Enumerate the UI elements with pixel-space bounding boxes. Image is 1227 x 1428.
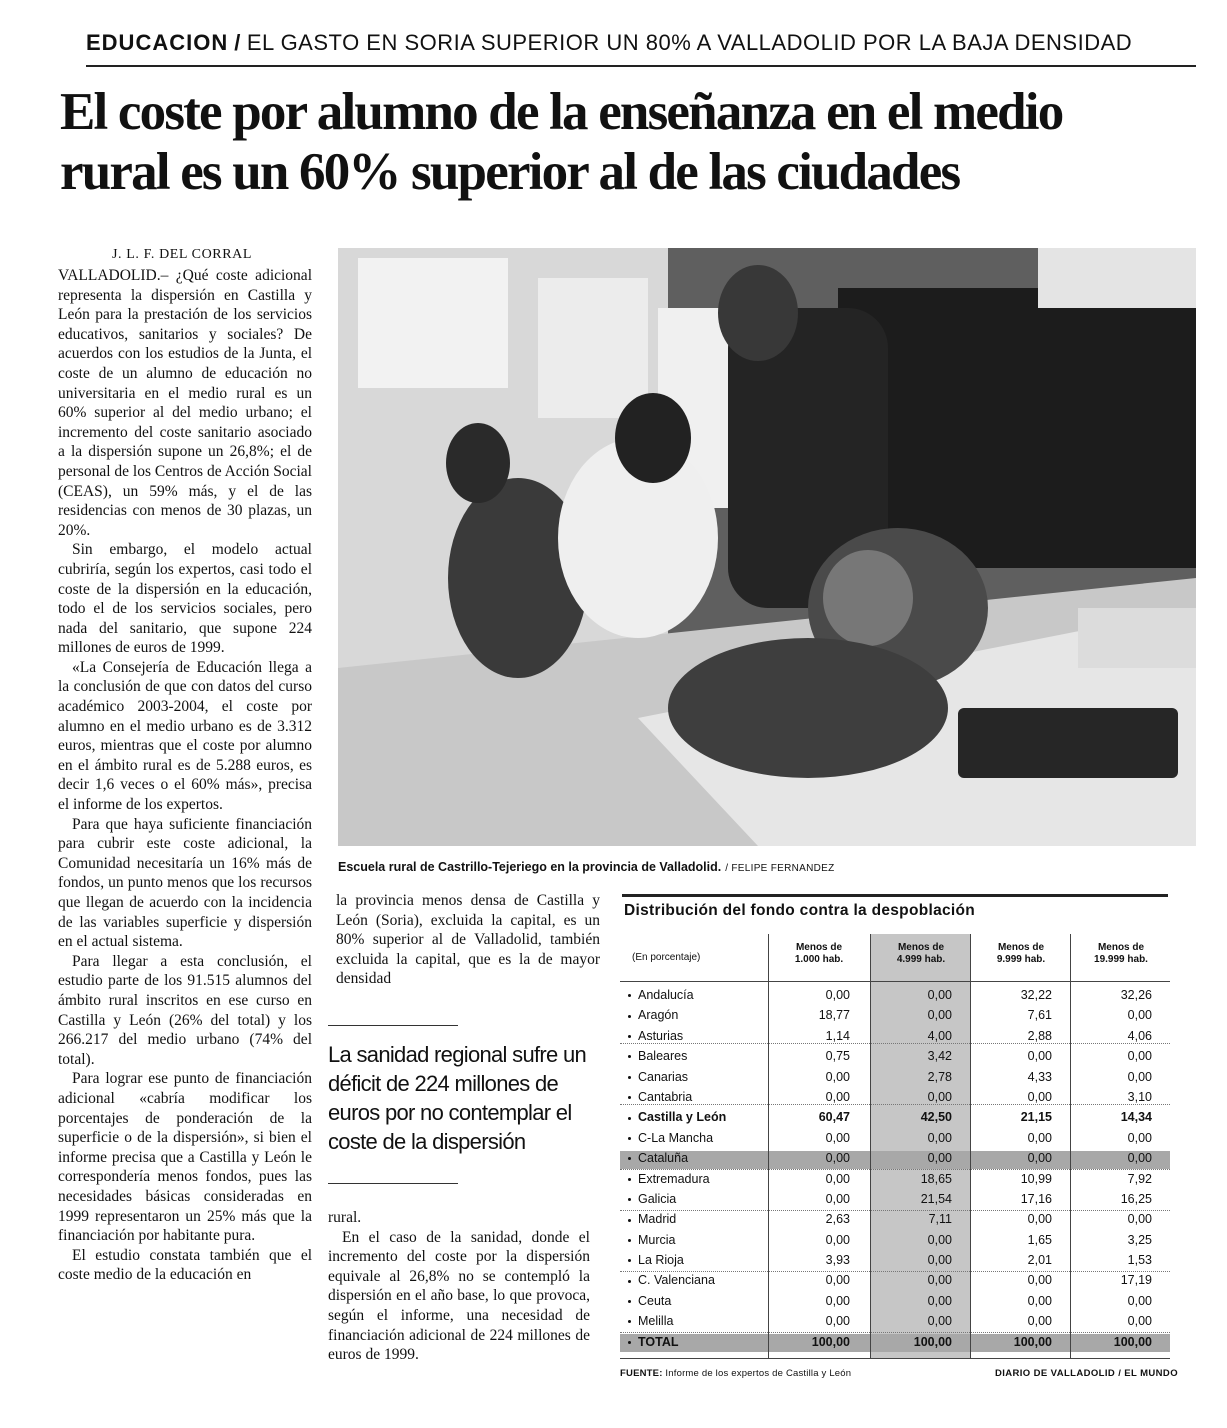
bullet-icon (628, 1219, 631, 1222)
table-cell: 0,00 (825, 988, 850, 1002)
bullet-icon (628, 1300, 631, 1303)
bullet-icon (628, 1015, 631, 1018)
table-cell: 21,15 (1020, 1110, 1052, 1125)
pullquote-rule-top (328, 1025, 458, 1026)
table-cell: 7,11 (928, 1212, 952, 1227)
kicker-slash: / (234, 30, 241, 55)
table-row (620, 1271, 1170, 1291)
table-cell: 0,00 (927, 1253, 952, 1268)
row-label: Canarias (628, 1070, 688, 1084)
source-label: FUENTE: (620, 1368, 663, 1379)
table-cell: 0,00 (1127, 1008, 1152, 1023)
article-column-2-top (336, 891, 600, 989)
table-cell: 0,00 (825, 1191, 850, 1206)
row-label: Melilla (628, 1314, 673, 1328)
table-row (620, 1231, 1170, 1251)
table-cell: 0,00 (927, 1314, 952, 1329)
paragraph: El estudio constata también que el coste medio de la educación en (58, 1246, 312, 1284)
table-row (620, 1088, 1170, 1108)
table-row (620, 1251, 1170, 1271)
row-label: Ceuta (628, 1294, 671, 1308)
source-text: Informe de los expertos de Castilla y León (665, 1368, 852, 1379)
table-row (620, 1149, 1170, 1169)
row-label: C. Valenciana (628, 1273, 715, 1287)
bullet-icon (628, 1341, 631, 1344)
table-cell: 3,93 (825, 1253, 850, 1268)
table-row (620, 1333, 1170, 1353)
row-label: Asturias (628, 1029, 683, 1043)
table-cell: 0,00 (1027, 1130, 1052, 1145)
table-cell: 18,65 (920, 1171, 952, 1186)
table-cell: 7,92 (1127, 1171, 1152, 1186)
table-cell: 1,65 (1027, 1232, 1052, 1247)
table-cell: 0,00 (825, 1232, 850, 1247)
paragraph: rural. (328, 1209, 362, 1226)
bullet-icon (628, 1320, 631, 1323)
bullet-icon (628, 1117, 631, 1120)
table-cell: 4,00 (927, 1028, 952, 1043)
table-cell: 0,00 (927, 1008, 952, 1023)
divider (620, 981, 1170, 982)
table-cell: 0,00 (927, 1293, 952, 1308)
headline (60, 82, 1210, 202)
section-label: EDUCACION (86, 30, 229, 55)
table-cell: 17,19 (1120, 1273, 1152, 1288)
table-cell: 0,00 (1127, 1151, 1152, 1166)
table-cell: 0,00 (825, 1089, 850, 1104)
column-header: Menos de 9.999 hab. (996, 942, 1046, 965)
caption-text: Escuela rural de Castrillo-Tejeriego en la provincia de Valladolid. (338, 860, 722, 874)
table-cell: 2,78 (927, 1069, 952, 1084)
table-cell: 0,00 (1027, 1273, 1052, 1288)
row-label: Andalucía (628, 988, 694, 1002)
table-cell: 7,61 (1027, 1008, 1052, 1023)
table-cell: 2,01 (1027, 1253, 1052, 1268)
table-cell: 1,14 (825, 1028, 850, 1043)
table-cell: 0,00 (825, 1151, 850, 1166)
table-row (620, 1312, 1170, 1332)
table-cell: 0,00 (1127, 1314, 1152, 1329)
bullet-icon (628, 1259, 631, 1262)
table-body (620, 986, 1170, 1353)
table-row (620, 1170, 1170, 1190)
column-header: Menos de 1.000 hab. (794, 942, 844, 965)
table-row (620, 1108, 1170, 1128)
row-label: La Rioja (628, 1253, 684, 1267)
byline: J. L. F. DEL CORRAL (112, 247, 253, 262)
table-cell: 21,54 (920, 1191, 952, 1206)
table-cell: 0,00 (927, 1151, 952, 1166)
table-row (620, 1068, 1170, 1088)
photo-credit: / FELIPE FERNANDEZ (725, 863, 835, 874)
table-row (620, 1047, 1170, 1067)
paragraph: Para que haya suficiente financiación para cubrir este coste adicional, la Comunidad necesitaría un 16% más de fondos, un punto menos que los recursos que llegan de acuerdo con la incidencia de las variables superficie y dispersión en el actual sistema. (58, 815, 312, 951)
table-cell: 0,00 (825, 1171, 850, 1186)
classroom-photo-illustration (338, 248, 1196, 846)
table-cell: 3,25 (1127, 1232, 1152, 1247)
unit-label: (En porcentaje) (632, 952, 701, 963)
table-cell: 100,00 (811, 1334, 850, 1349)
table-row (620, 1190, 1170, 1210)
paragraph: «La Consejería de Educación llega a la conclusión de que con datos del curso académico 2003-2004, el coste por alumno en el medio urbano es de 3.312 euros, mientras que el coste por alumno en el ámbito rural es de 5.288 euros, es decir 1,6 veces o el 60% más», precisa el informe de los expertos. (58, 658, 312, 814)
row-label: Castilla y León (628, 1110, 726, 1124)
table-cell: 32,26 (1120, 988, 1152, 1002)
table-cell: 42,50 (920, 1110, 952, 1125)
table-row (620, 986, 1170, 1006)
table-cell: 0,00 (1027, 1089, 1052, 1104)
table-title: Distribución del fondo contra la despoblación (624, 902, 976, 919)
table-cell: 0,00 (1027, 1212, 1052, 1227)
table-row (620, 1027, 1170, 1047)
paragraph: la provincia menos densa de Castilla y León (Soria), excluida la capital, es un 80% superior al de Valladolid, también excluida la capital, que es la de mayor densidad (336, 892, 600, 988)
column-header: Menos de 19.999 hab. (1094, 942, 1148, 965)
table-cell: 4,33 (1027, 1069, 1052, 1084)
article-column-2-bottom (328, 1208, 590, 1365)
table-cell: 0,00 (1127, 1049, 1152, 1064)
table-cell: 0,00 (927, 1130, 952, 1145)
top-rule (86, 65, 1196, 67)
table-cell: 0,00 (1127, 1212, 1152, 1227)
kicker-text: EL GASTO EN SORIA SUPERIOR UN 80% A VALLADOLID POR LA BAJA DENSIDAD (246, 30, 1133, 55)
table-row (620, 1210, 1170, 1230)
table-cell: 0,00 (927, 1089, 952, 1104)
table-row (620, 1292, 1170, 1312)
table-cell: 2,63 (825, 1212, 850, 1227)
table-cell: 0,00 (1127, 1069, 1152, 1084)
paragraph: Sin embargo, el modelo actual cubriría, según los expertos, casi todo el coste de la dispersión en la educación, todo el de los servicios sociales, pero nada del sanitario, que supone 224 millones de euros de 1999. (58, 541, 312, 657)
kicker (86, 30, 1196, 56)
table-cell: 0,00 (825, 1314, 850, 1329)
headline-line-1: El coste por alumno de la enseñanza en el medio (60, 83, 1063, 141)
photo-caption (338, 860, 1196, 874)
paragraph: VALLADOLID.– ¿Qué coste adicional representa la dispersión en Castilla y León para la prestación de los servicios educativos, sanitarios y sociales? De acuerdos con los estudios de la Junta, el coste de un alumno de educación no universitaria en el medio rural es un 60% superior al del medio urbano; el incremento del coste sanitario asociado a la dispersión supone un 26,8%; el de personal de los Centros de Acción Social (CEAS), un 59% más, y el de las residencias con menos de 30 plazas, un 20%. (58, 267, 312, 539)
table-cell: 2,88 (1027, 1028, 1052, 1043)
pullquote: La sanidad regional sufre un déficit de 224 millones de euros por no contemplar el coste de la dispersión (328, 1042, 587, 1154)
table-cell: 17,16 (1020, 1191, 1052, 1206)
row-label: Baleares (628, 1049, 687, 1063)
bullet-icon (628, 1157, 631, 1160)
table-cell: 0,00 (1027, 1049, 1052, 1064)
table-cell: 60,47 (818, 1110, 850, 1125)
table-source (620, 1368, 880, 1379)
table-row (620, 1006, 1170, 1026)
bullet-icon (628, 1239, 631, 1242)
table-cell: 0,00 (825, 1069, 850, 1084)
table-cell: 100,00 (913, 1334, 952, 1349)
bullet-icon (628, 994, 631, 997)
bullet-icon (628, 1055, 631, 1058)
row-label: Galicia (628, 1192, 676, 1206)
row-label: Extremadura (628, 1172, 710, 1186)
bullet-icon (628, 1280, 631, 1283)
row-label: C-La Mancha (628, 1131, 713, 1145)
table-cell: 18,77 (818, 1008, 850, 1023)
row-label: Cantabria (628, 1090, 692, 1104)
row-label: Murcia (628, 1233, 676, 1247)
table-cell: 1,53 (1127, 1253, 1152, 1268)
table-cell: 100,00 (1013, 1334, 1052, 1349)
column-header: Menos de 4.999 hab. (896, 942, 946, 965)
table-cell: 3,42 (927, 1049, 952, 1064)
table-cell: 0,00 (1027, 1314, 1052, 1329)
bullet-icon (628, 1137, 631, 1140)
table-cell: 4,06 (1127, 1028, 1152, 1043)
table-cell: 14,34 (1120, 1110, 1152, 1125)
row-label: TOTAL (628, 1335, 679, 1349)
paragraph: En el caso de la sanidad, donde el incremento del coste por la dispersión equivale al 26,8% no se contempló la dispersión en el año base, lo que provoca, según el informe, una necesidad de financiación adicional de 224 millones de euros de 1999. (328, 1228, 590, 1364)
table-cell: 16,25 (1120, 1191, 1152, 1206)
table-cell: 0,00 (1027, 1293, 1052, 1308)
bullet-icon (628, 1178, 631, 1181)
row-label: Madrid (628, 1212, 676, 1226)
headline-line-2: rural es un 60% superior al de las ciudades (60, 143, 960, 201)
classroom-photo (338, 248, 1196, 846)
table-cell: 0,00 (1027, 1151, 1052, 1166)
table-cell: 0,00 (927, 988, 952, 1002)
table-cell: 0,00 (1127, 1293, 1152, 1308)
paragraph: Para lograr ese punto de financiación adicional «cabría modificar los porcentajes de ponderación de la superficie o de la dispersión», si bien el informe precisa que a Castilla y León le correspondería menos fondos, pues las necesidades básicas consideradas en 1999 representaron un 25% más que la financiación por habitante pura. (58, 1070, 312, 1245)
table-cell: 32,22 (1020, 988, 1052, 1002)
table-cell: 0,00 (927, 1273, 952, 1288)
divider (620, 1358, 1170, 1359)
article-column-1 (58, 266, 312, 1285)
table-top-rule (622, 894, 1168, 897)
pullquote-rule-bottom (328, 1183, 458, 1184)
publisher-credit: DIARIO DE VALLADOLID / EL MUNDO (994, 1368, 1178, 1379)
table-row (620, 1129, 1170, 1149)
table-cell: 0,75 (825, 1049, 850, 1064)
table-cell: 0,00 (825, 1293, 850, 1308)
bullet-icon (628, 1076, 631, 1079)
table-cell: 0,00 (1127, 1130, 1152, 1145)
paragraph: Para llegar a esta conclusión, el estudio parte de los 91.515 alumnos del ámbito rural inscritos en ese curso en Castilla y León (26% del total) y los 266.217 del medio urbano (74% del total). (58, 952, 312, 1068)
bullet-icon (628, 1198, 631, 1201)
table-cell: 10,99 (1020, 1171, 1052, 1186)
row-label: Cataluña (628, 1151, 688, 1165)
table-cell: 3,10 (1127, 1089, 1152, 1104)
table-cell: 0,00 (927, 1232, 952, 1247)
table-cell: 0,00 (825, 1130, 850, 1145)
row-label: Aragón (628, 1008, 678, 1022)
table-cell: 0,00 (825, 1273, 850, 1288)
bullet-icon (628, 1096, 631, 1099)
table-cell: 100,00 (1113, 1334, 1152, 1349)
bullet-icon (628, 1035, 631, 1038)
